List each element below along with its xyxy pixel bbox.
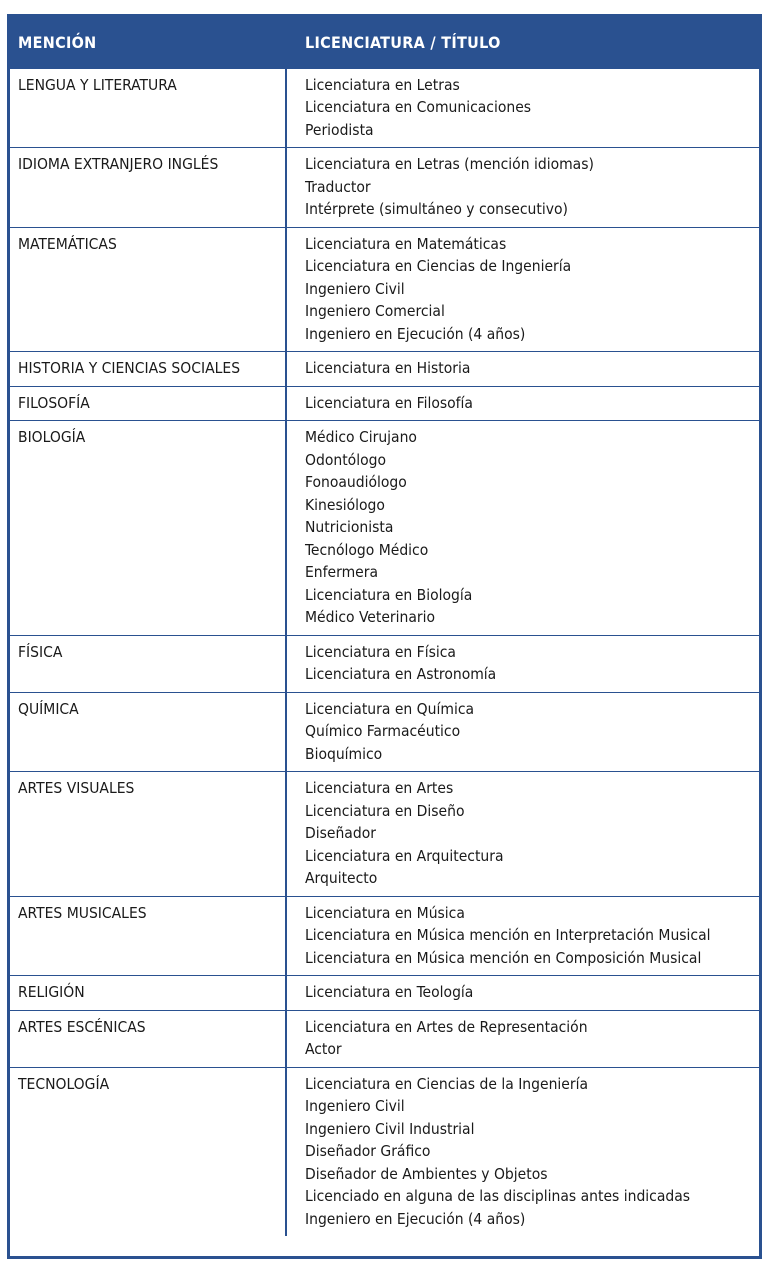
titulo-item: Médico Veterinario xyxy=(305,608,436,626)
titulo-item: Diseñador xyxy=(305,824,376,842)
titulo-cell xyxy=(286,692,759,772)
table-row xyxy=(10,635,759,692)
titulo-cell xyxy=(286,1010,759,1067)
table-row xyxy=(10,1010,759,1067)
mencion-titulo-table xyxy=(10,17,759,1236)
mencion-cell: HISTORIA Y CIENCIAS SOCIALES xyxy=(10,352,286,387)
titulo-item: Arquitecto xyxy=(305,869,378,887)
table-row xyxy=(10,692,759,772)
titulo-item: Licenciatura en Artes de Representación xyxy=(305,1017,588,1036)
mencion-cell: BIOLOGÍA xyxy=(10,421,286,636)
table-frame xyxy=(7,14,762,1259)
titulo-item: Periodista xyxy=(305,120,374,139)
titulo-item: Licenciatura en Astronomía xyxy=(305,665,497,683)
table-row xyxy=(10,1067,759,1236)
titulo-item: Nutricionista xyxy=(305,518,394,536)
titulo-item: Licenciatura en Música mención en Interpretación Musical xyxy=(305,926,711,944)
header-mencion: MENCIÓN xyxy=(10,17,286,68)
titulo-item: Licenciatura en Matemáticas xyxy=(305,234,507,253)
titulo-item: Intérprete (simultáneo y consecutivo) xyxy=(305,200,568,218)
table-row xyxy=(10,896,759,976)
mencion-cell: TECNOLOGÍA xyxy=(10,1067,286,1236)
titulo-item: Ingeniero en Ejecución (4 años) xyxy=(305,1209,526,1228)
titulo-item: Médico Cirujano xyxy=(305,428,417,446)
titulo-cell xyxy=(286,1067,759,1236)
mencion-cell: LENGUA Y LITERATURA xyxy=(10,68,286,148)
titulo-cell xyxy=(286,896,759,976)
titulo-item: Fonoaudiólogo xyxy=(305,473,407,491)
mencion-cell: IDIOMA EXTRANJERO INGLÉS xyxy=(10,148,286,228)
titulo-item: Licenciatura en Teología xyxy=(305,983,474,1001)
table-row xyxy=(10,148,759,228)
mencion-cell: QUÍMICA xyxy=(10,692,286,772)
table-row xyxy=(10,227,759,352)
titulo-item: Licenciatura en Música xyxy=(305,903,465,922)
titulo-item: Licenciatura en Arquitectura xyxy=(305,846,504,865)
titulo-item: Ingeniero Civil Industrial xyxy=(305,1119,475,1138)
titulo-cell xyxy=(286,352,759,387)
table-header-row xyxy=(10,17,759,68)
titulo-item: Licenciatura en Comunicaciones xyxy=(305,98,532,116)
table-row xyxy=(10,386,759,421)
mencion-cell: ARTES MUSICALES xyxy=(10,896,286,976)
mencion-cell: FILOSOFÍA xyxy=(10,386,286,421)
titulo-item: Licenciatura en Música mención en Composición Musical xyxy=(305,948,702,967)
titulo-item: Licenciatura en Ciencias de la Ingeniería xyxy=(305,1074,589,1093)
titulo-item: Diseñador de Ambientes y Objetos xyxy=(305,1164,548,1183)
titulo-item: Licenciatura en Artes xyxy=(305,779,454,797)
titulo-item: Licenciatura en Letras xyxy=(305,75,460,94)
mencion-cell: ARTES VISUALES xyxy=(10,772,286,897)
table-row xyxy=(10,421,759,636)
table-row xyxy=(10,772,759,897)
titulo-item: Licenciatura en Ciencias de Ingeniería xyxy=(305,257,572,275)
titulo-item: Ingeniero Civil xyxy=(305,1097,405,1115)
header-titulo: LICENCIATURA / TÍTULO xyxy=(286,17,759,68)
mencion-cell: ARTES ESCÉNICAS xyxy=(10,1010,286,1067)
titulo-item: Tecnólogo Médico xyxy=(305,540,429,559)
titulo-cell xyxy=(286,148,759,228)
titulo-item: Licenciatura en Letras (mención idiomas) xyxy=(305,155,594,173)
titulo-item: Licenciatura en Biología xyxy=(305,585,473,604)
titulo-cell xyxy=(286,227,759,352)
titulo-item: Químico Farmacéutico xyxy=(305,722,461,740)
titulo-item: Licenciado en alguna de las disciplinas antes indicadas xyxy=(305,1187,691,1205)
table-row xyxy=(10,976,759,1011)
table-row xyxy=(10,68,759,148)
titulo-cell xyxy=(286,421,759,636)
titulo-item: Licenciatura en Filosofía xyxy=(305,393,473,412)
titulo-item: Licenciatura en Química xyxy=(305,699,475,718)
titulo-item: Ingeniero en Ejecución (4 años) xyxy=(305,324,526,343)
table-body xyxy=(10,68,759,1236)
titulo-item: Diseñador Gráfico xyxy=(305,1142,431,1160)
mencion-cell: MATEMÁTICAS xyxy=(10,227,286,352)
titulo-item: Actor xyxy=(305,1040,342,1058)
titulo-cell xyxy=(286,976,759,1011)
titulo-cell xyxy=(286,635,759,692)
titulo-cell xyxy=(286,772,759,897)
table-row xyxy=(10,352,759,387)
titulo-item: Licenciatura en Diseño xyxy=(305,801,465,820)
titulo-item: Odontólogo xyxy=(305,450,386,469)
titulo-item: Bioquímico xyxy=(305,744,383,763)
titulo-item: Enfermera xyxy=(305,563,379,581)
titulo-item: Ingeniero Comercial xyxy=(305,302,445,320)
titulo-item: Licenciatura en Historia xyxy=(305,359,471,377)
titulo-item: Licenciatura en Física xyxy=(305,642,456,661)
mencion-cell: FÍSICA xyxy=(10,635,286,692)
titulo-item: Traductor xyxy=(305,177,371,196)
titulo-cell xyxy=(286,68,759,148)
mencion-cell: RELIGIÓN xyxy=(10,976,286,1011)
titulo-item: Kinesiólogo xyxy=(305,495,385,514)
titulo-cell xyxy=(286,386,759,421)
titulo-item: Ingeniero Civil xyxy=(305,279,405,298)
